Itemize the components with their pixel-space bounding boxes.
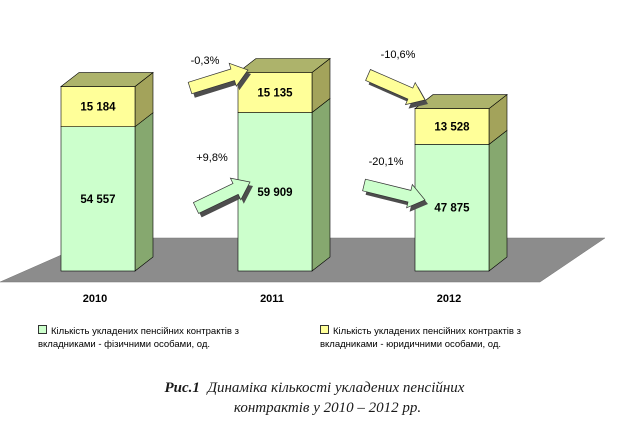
figure-caption-line1 bbox=[0, 380, 629, 397]
legend-item-legal-entities bbox=[320, 325, 600, 351]
change-label-3: -10,6% bbox=[380, 49, 416, 61]
data-label-individuals-2012: 47 875 bbox=[434, 202, 470, 215]
data-label-legal-entities-2012: 13 528 bbox=[434, 121, 470, 134]
figure-label: Рис.1 bbox=[164, 380, 200, 396]
legend-label-individuals-line1: Кількість укладених пенсійних контрактів з bbox=[51, 326, 239, 337]
bar-individuals-2010-side bbox=[135, 113, 153, 271]
x-tick-label-2010: 2010 bbox=[82, 293, 108, 305]
legend-swatch-legal-entities bbox=[320, 325, 329, 334]
change-arrow-3 bbox=[366, 70, 428, 109]
data-label-legal-entities-2010: 15 184 bbox=[80, 101, 116, 114]
figure-caption-line2 bbox=[0, 400, 629, 417]
figure-caption-text2: контрактів у 2010 – 2012 рр. bbox=[233, 400, 422, 416]
figure-caption-text1: Динаміка кількості укладених пенсійних bbox=[207, 380, 465, 396]
x-tick-label-2011: 2011 bbox=[260, 293, 284, 305]
change-label-2: +9,8% bbox=[196, 152, 228, 164]
data-label-individuals-2011: 59 909 bbox=[257, 186, 293, 199]
legend-label-legal-entities-line1: Кількість укладених пенсійних контрактів з bbox=[333, 326, 521, 337]
change-label-1: -0,3% bbox=[190, 55, 220, 67]
bar-individuals-2011-side bbox=[312, 99, 330, 271]
legend-item-individuals bbox=[38, 325, 308, 351]
change-label-4: -20,1% bbox=[368, 156, 404, 168]
bar-individuals-2012-side bbox=[489, 130, 507, 271]
legend-label-individuals-line2: вкладниками - фізичними особами, од. bbox=[38, 339, 211, 350]
legend-label-legal-entities-line2: вкладниками - юридичними особами, од. bbox=[320, 339, 502, 350]
legend-swatch-individuals bbox=[38, 325, 47, 334]
data-label-legal-entities-2011: 15 135 bbox=[257, 87, 293, 100]
x-tick-label-2012: 2012 bbox=[436, 293, 462, 305]
data-label-individuals-2010: 54 557 bbox=[80, 193, 116, 206]
